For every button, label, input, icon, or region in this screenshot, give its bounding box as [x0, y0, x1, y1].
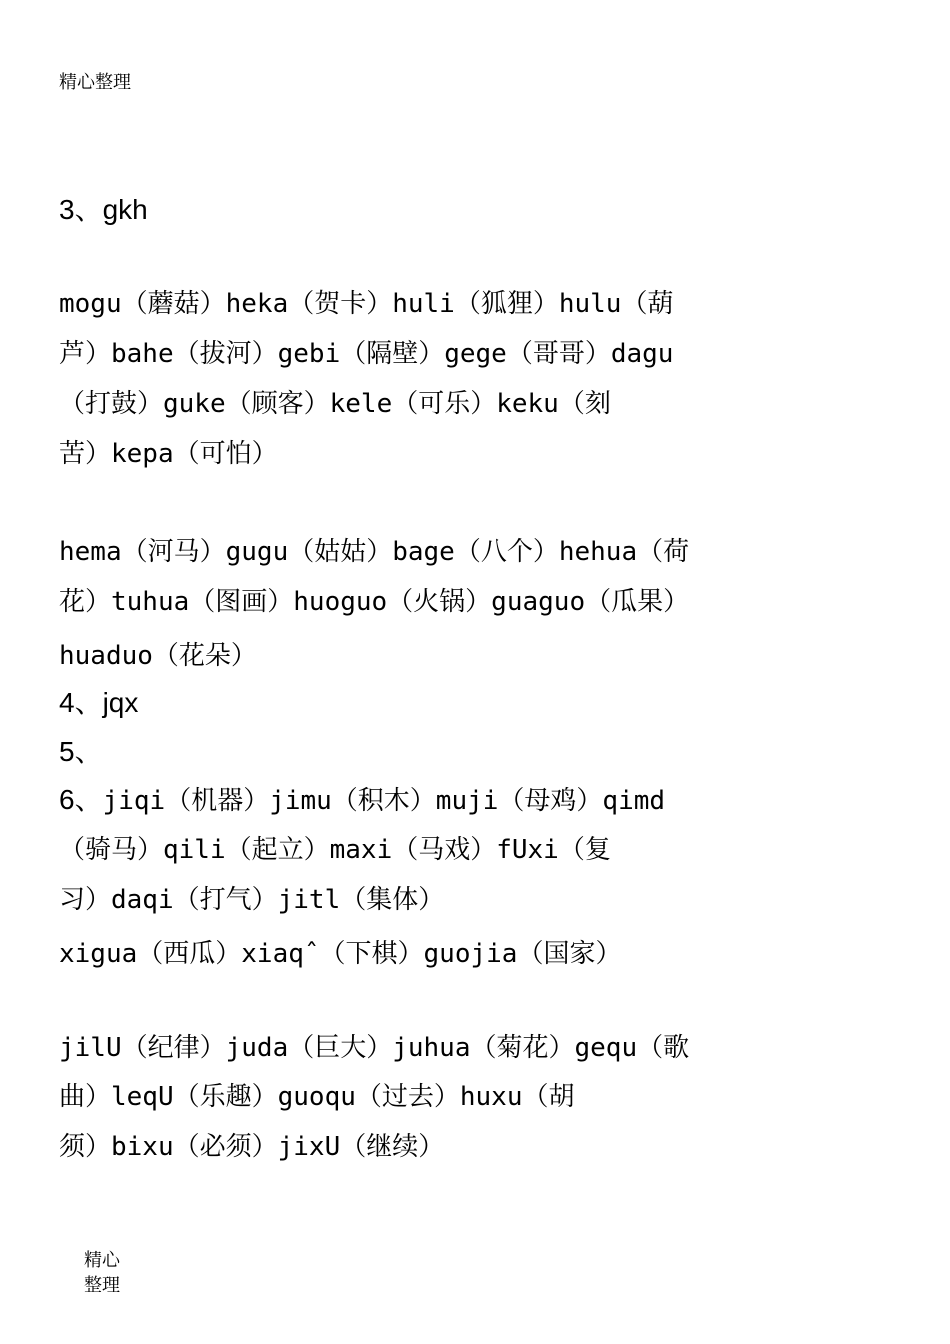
text-line: jiqi（机器）jimu（积木）muji（母鸡）qimd: [102, 786, 666, 816]
text-line: mogu（蘑菇）heka（贺卡）huli（狐狸）hulu（葫: [59, 289, 674, 319]
text-line: 芦）bahe（拔河）gebi（隔壁）gege（哥哥）dagu: [59, 339, 674, 369]
section-heading-4: 4、jqx: [59, 687, 139, 718]
text-line: jilU（纪律）juda（巨大）juhua（菊花）gequ（歌: [59, 1033, 690, 1063]
section-heading-3: 3、gkh: [59, 194, 148, 225]
text-line: 曲）leqU（乐趣）guoqu（过去）huxu（胡: [59, 1082, 575, 1112]
text-line: xigua（西瓜）xiaqˆ（下棋）guojia（国家）: [59, 939, 622, 969]
page-footer: [84, 1248, 128, 1298]
page-header: 精心整理: [59, 72, 131, 93]
section-heading-6: 6、: [59, 784, 103, 815]
text-line: 花）tuhua（图画）huoguo（火锅）guaguo（瓜果）: [59, 587, 690, 617]
footer-line: 精心: [84, 1250, 120, 1271]
text-line: （打鼓）guke（顾客）kele（可乐）keku（刻: [59, 389, 611, 419]
text-line-6: [59, 783, 665, 818]
section-heading-5: 5、: [59, 736, 103, 767]
footer-line: 整理: [84, 1275, 120, 1296]
text-line: huaduo（花朵）: [59, 641, 257, 671]
text-line: 习）daqi（打气）jitl（集体）: [59, 885, 445, 915]
text-line: 须）bixu（必须）jixU（继续）: [59, 1132, 445, 1162]
text-line: 苦）kepa（可怕）: [59, 439, 278, 469]
text-line: （骑马）qili（起立）maxi（马戏）fUxi（复: [59, 835, 611, 865]
text-line: hema（河马）gugu（姑姑）bage（八个）hehua（荷: [59, 537, 690, 567]
